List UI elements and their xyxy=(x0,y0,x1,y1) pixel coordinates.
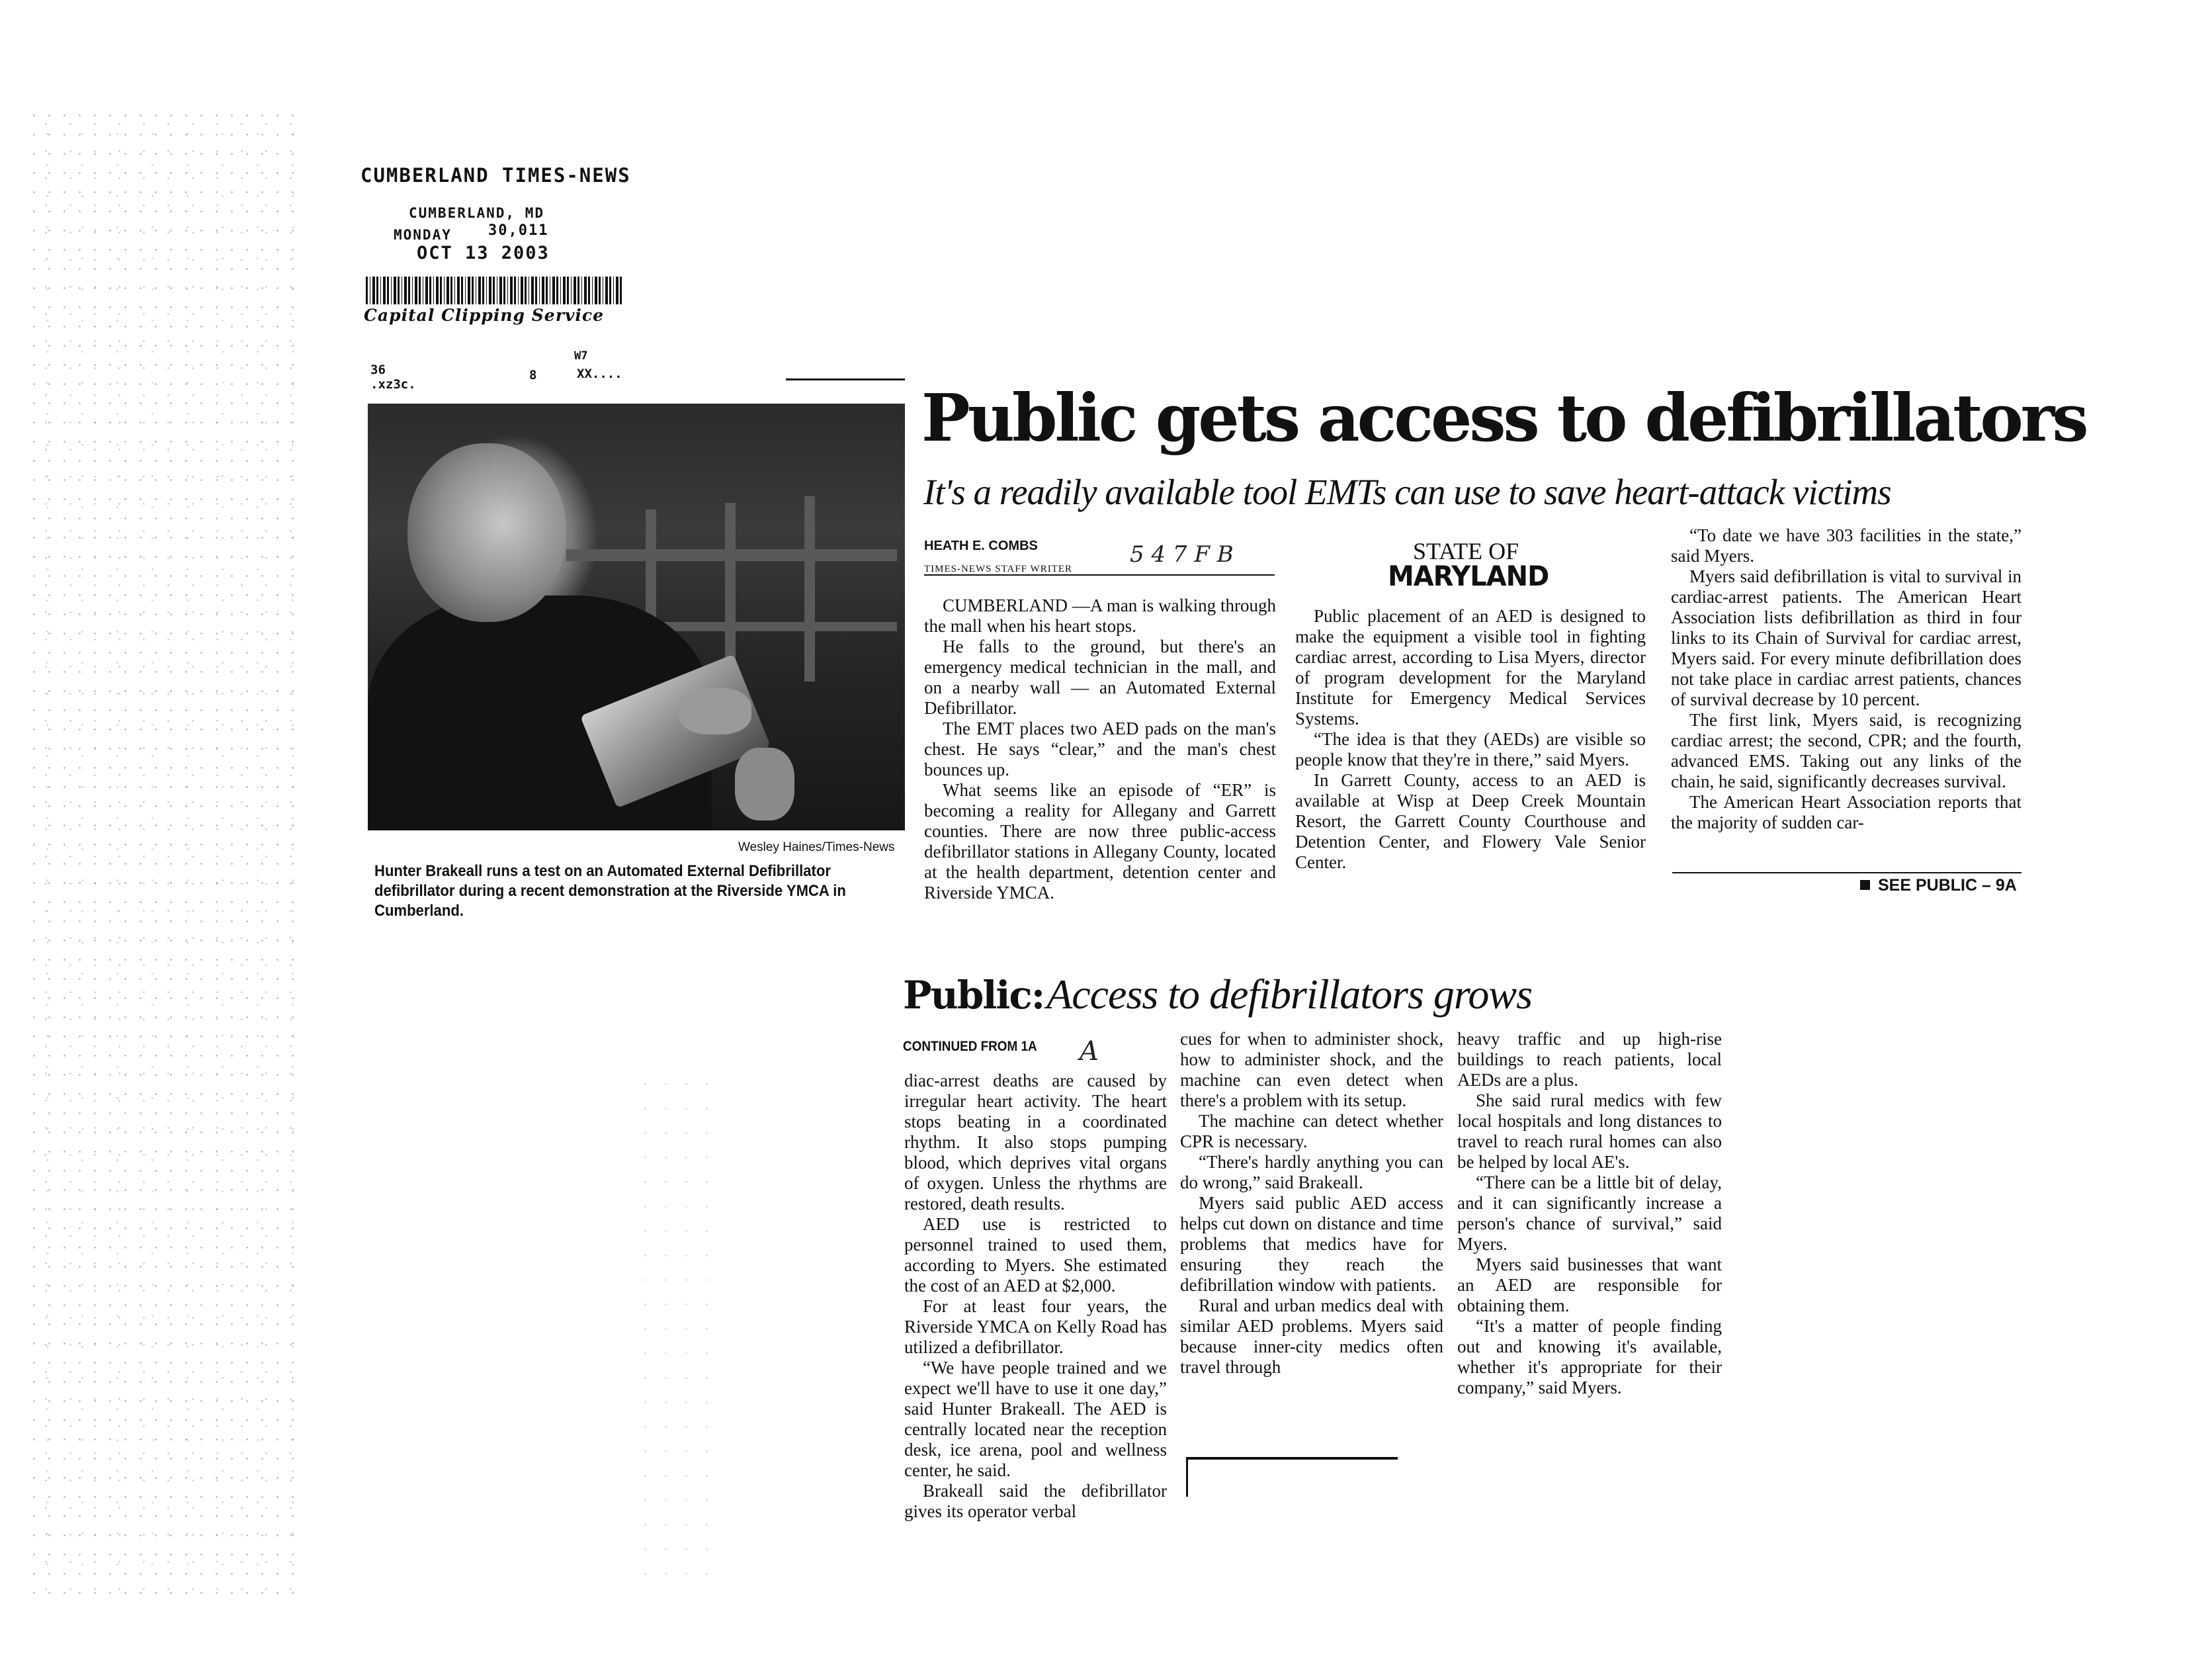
paragraph: diac-arrest deaths are caused by irregular heart activity. The heart stops beating in a coordinated rhythm. It also stops pumping blood, which deprives vital organs of oxygen. Unless the rhythms are restored, death results. xyxy=(904,1071,1167,1213)
news-photo xyxy=(368,404,905,830)
state-logo-line2: MARYLAND xyxy=(1388,560,1549,592)
handwritten-note: 5 4 7 F B xyxy=(1130,541,1234,568)
stamp-service-name: Capital Clipping Service xyxy=(364,306,605,325)
jump-column-1 xyxy=(904,1071,1167,1522)
photo-hand xyxy=(679,688,751,734)
article-column-3 xyxy=(1671,525,2021,833)
paragraph: AED use is restricted to personnel trained to used them, according to Myers. She estimated the cost of an AED at $2,000. xyxy=(904,1214,1167,1296)
paragraph: Myers said defibrillation is vital to survival in cardiac-arrest patients. The American Heart Association lists defibrillation as third in four links to its Chain of Survival for cardiac arrest, Myers said. For every minute defibrillation does not take place in cardiac arrest patients, chances of survival decrease by 10 percent. xyxy=(1671,566,2021,709)
stamp-code-d: XX.... xyxy=(577,367,622,381)
paragraph: heavy traffic and up high-rise buildings to reach patients, local AEDs are a plus. xyxy=(1457,1029,1722,1090)
state-logo-line1: STATE OF xyxy=(1413,538,1519,564)
paragraph: He falls to the ground, but there's an emergency medical technician in the mall, and on a nearby wall — an Automated External Defibrillator. xyxy=(924,637,1276,718)
paragraph: Brakeall said the defibrillator gives its operator verbal xyxy=(904,1481,1167,1521)
headline: Public gets access to defibrillators xyxy=(921,380,2086,457)
see-jump-reference: SEE PUBLIC – 9A xyxy=(1860,876,2017,895)
continued-from-label: CONTINUED FROM 1A xyxy=(903,1039,1037,1054)
jump-headline-bold: Public: xyxy=(903,973,1044,1018)
stamp-date: OCT 13 2003 xyxy=(417,243,550,263)
article-column-1 xyxy=(924,595,1276,903)
scan-speckle-center xyxy=(635,1072,714,1588)
byline-name: HEATH E. COMBS xyxy=(924,539,1038,553)
bench-post xyxy=(725,503,736,682)
stamp-day: MONDAY xyxy=(394,227,452,243)
byline-title: TIMES-NEWS STAFF WRITER xyxy=(924,564,1073,574)
paragraph: “The idea is that they (AEDs) are visible so people know that they're in there,” said Myers. xyxy=(1295,729,1646,770)
stamp-code-line: .xz3c. xyxy=(370,377,416,392)
paragraph: She said rural medics with few local hospitals and long distances to travel to reach rural homes can also be helped by local AE's. xyxy=(1457,1090,1722,1172)
paragraph: Myers said businesses that want an AED are responsible for obtaining them. xyxy=(1457,1255,1722,1315)
jump-headline xyxy=(903,970,1532,1019)
paragraph: “There can be a little bit of delay, and it can significantly increase a person's chance of survival,” said Myers. xyxy=(1457,1172,1722,1254)
scan-speckle xyxy=(26,106,304,1595)
jump-end-rule-vertical xyxy=(1186,1457,1188,1497)
paragraph: In Garrett County, access to an AED is available at Wisp at Deep Creek Mountain Resort, the Garrett County Courthouse and Detention Center, and Flowery Vale Senior Center. xyxy=(1295,770,1646,872)
paragraph: CUMBERLAND —A man is walking through the mall when his heart stops. xyxy=(924,595,1276,636)
paragraph: “There's hardly anything you can do wrong,” said Brakeall. xyxy=(1180,1152,1443,1192)
jump-column-3 xyxy=(1457,1029,1722,1398)
paragraph: cues for when to administer shock, how to administer shock, and the machine can even detect when there's a problem with its setup. xyxy=(1180,1029,1443,1110)
paragraph: The American Heart Association reports that the majority of sudden car- xyxy=(1671,792,2021,832)
paragraph: The first link, Myers said, is recognizing cardiac arrest; the second, CPR; and the fourth, advanced EMS. Taking out any links of the chain, he said, significantly decreases survival. xyxy=(1671,710,2021,791)
paragraph: Rural and urban medics deal with similar AED problems. Myers said because inner-city medics often travel through xyxy=(1180,1296,1443,1377)
top-rule xyxy=(786,378,905,380)
paragraph: Myers said public AED access helps cut down on distance and time problems that medics have for ensuring they reach the defibrillation window with patients. xyxy=(1180,1193,1443,1295)
deck: It's a readily available tool EMTs can use to save heart-attack victims xyxy=(923,472,1891,512)
stamp-code-c: W7 xyxy=(574,349,588,363)
barcode-graphic xyxy=(366,277,624,304)
article-column-2 xyxy=(1295,606,1646,873)
photo-subject-head xyxy=(407,443,566,622)
stamp-circulation: 30,011 xyxy=(488,222,549,239)
paragraph: For at least four years, the Riverside YMCA on Kelly Road has utilized a defibrillator. xyxy=(904,1296,1167,1357)
photo-hand xyxy=(735,748,794,820)
jump-headline-italic: Access to defibrillators grows xyxy=(1046,971,1532,1018)
paragraph: “It's a matter of people finding out and knowing it's available, whether it's appropriate for their company,” said Myers. xyxy=(1457,1316,1722,1397)
col3-end-rule xyxy=(1672,872,2021,873)
bench-post xyxy=(804,496,815,682)
paragraph: “To date we have 303 facilities in the state,” said Myers. xyxy=(1671,525,2021,566)
jump-column-2 xyxy=(1180,1029,1443,1378)
paragraph: “We have people trained and we expect we'll have to use it one day,” said Hunter Brakeall. The AED is centrally located near the reception desk, ice arena, pool and wellness center, he said. xyxy=(904,1358,1167,1480)
stamp-paper-name: CUMBERLAND TIMES-NEWS xyxy=(361,164,631,187)
photo-caption: Hunter Brakeall runs a test on an Automated External Defibrillator defibrillator during a recent demonstration at the Riverside YMCA in Cumberland. xyxy=(374,862,846,920)
stamp-code-line: 36 xyxy=(370,363,386,377)
handwritten-mark: A xyxy=(1080,1036,1099,1067)
jump-end-rule xyxy=(1186,1457,1398,1460)
paragraph: The EMT places two AED pads on the man's chest. He says “clear,” and the man's chest bounces up. xyxy=(924,719,1276,779)
paragraph: Public placement of an AED is designed to make the equipment a visible tool in fighting cardiac arrest, according to Lisa Myers, director of program development for the Maryland Institute for Emergency Medical Services Systems. xyxy=(1295,606,1646,728)
paragraph: What seems like an episode of “ER” is becoming a reality for Allegany and Garrett counties. There are now three public-access defibrillator stations in Allegany County, located at the health department, detention center and Riverside YMCA. xyxy=(924,780,1276,903)
stamp-code-b: 8 xyxy=(529,368,537,382)
photo-credit: Wesley Haines/Times-News xyxy=(738,840,895,854)
stamp-city: CUMBERLAND, MD xyxy=(409,205,545,221)
stamp-code-a xyxy=(370,363,416,392)
paragraph: The machine can detect whether CPR is necessary. xyxy=(1180,1111,1443,1151)
